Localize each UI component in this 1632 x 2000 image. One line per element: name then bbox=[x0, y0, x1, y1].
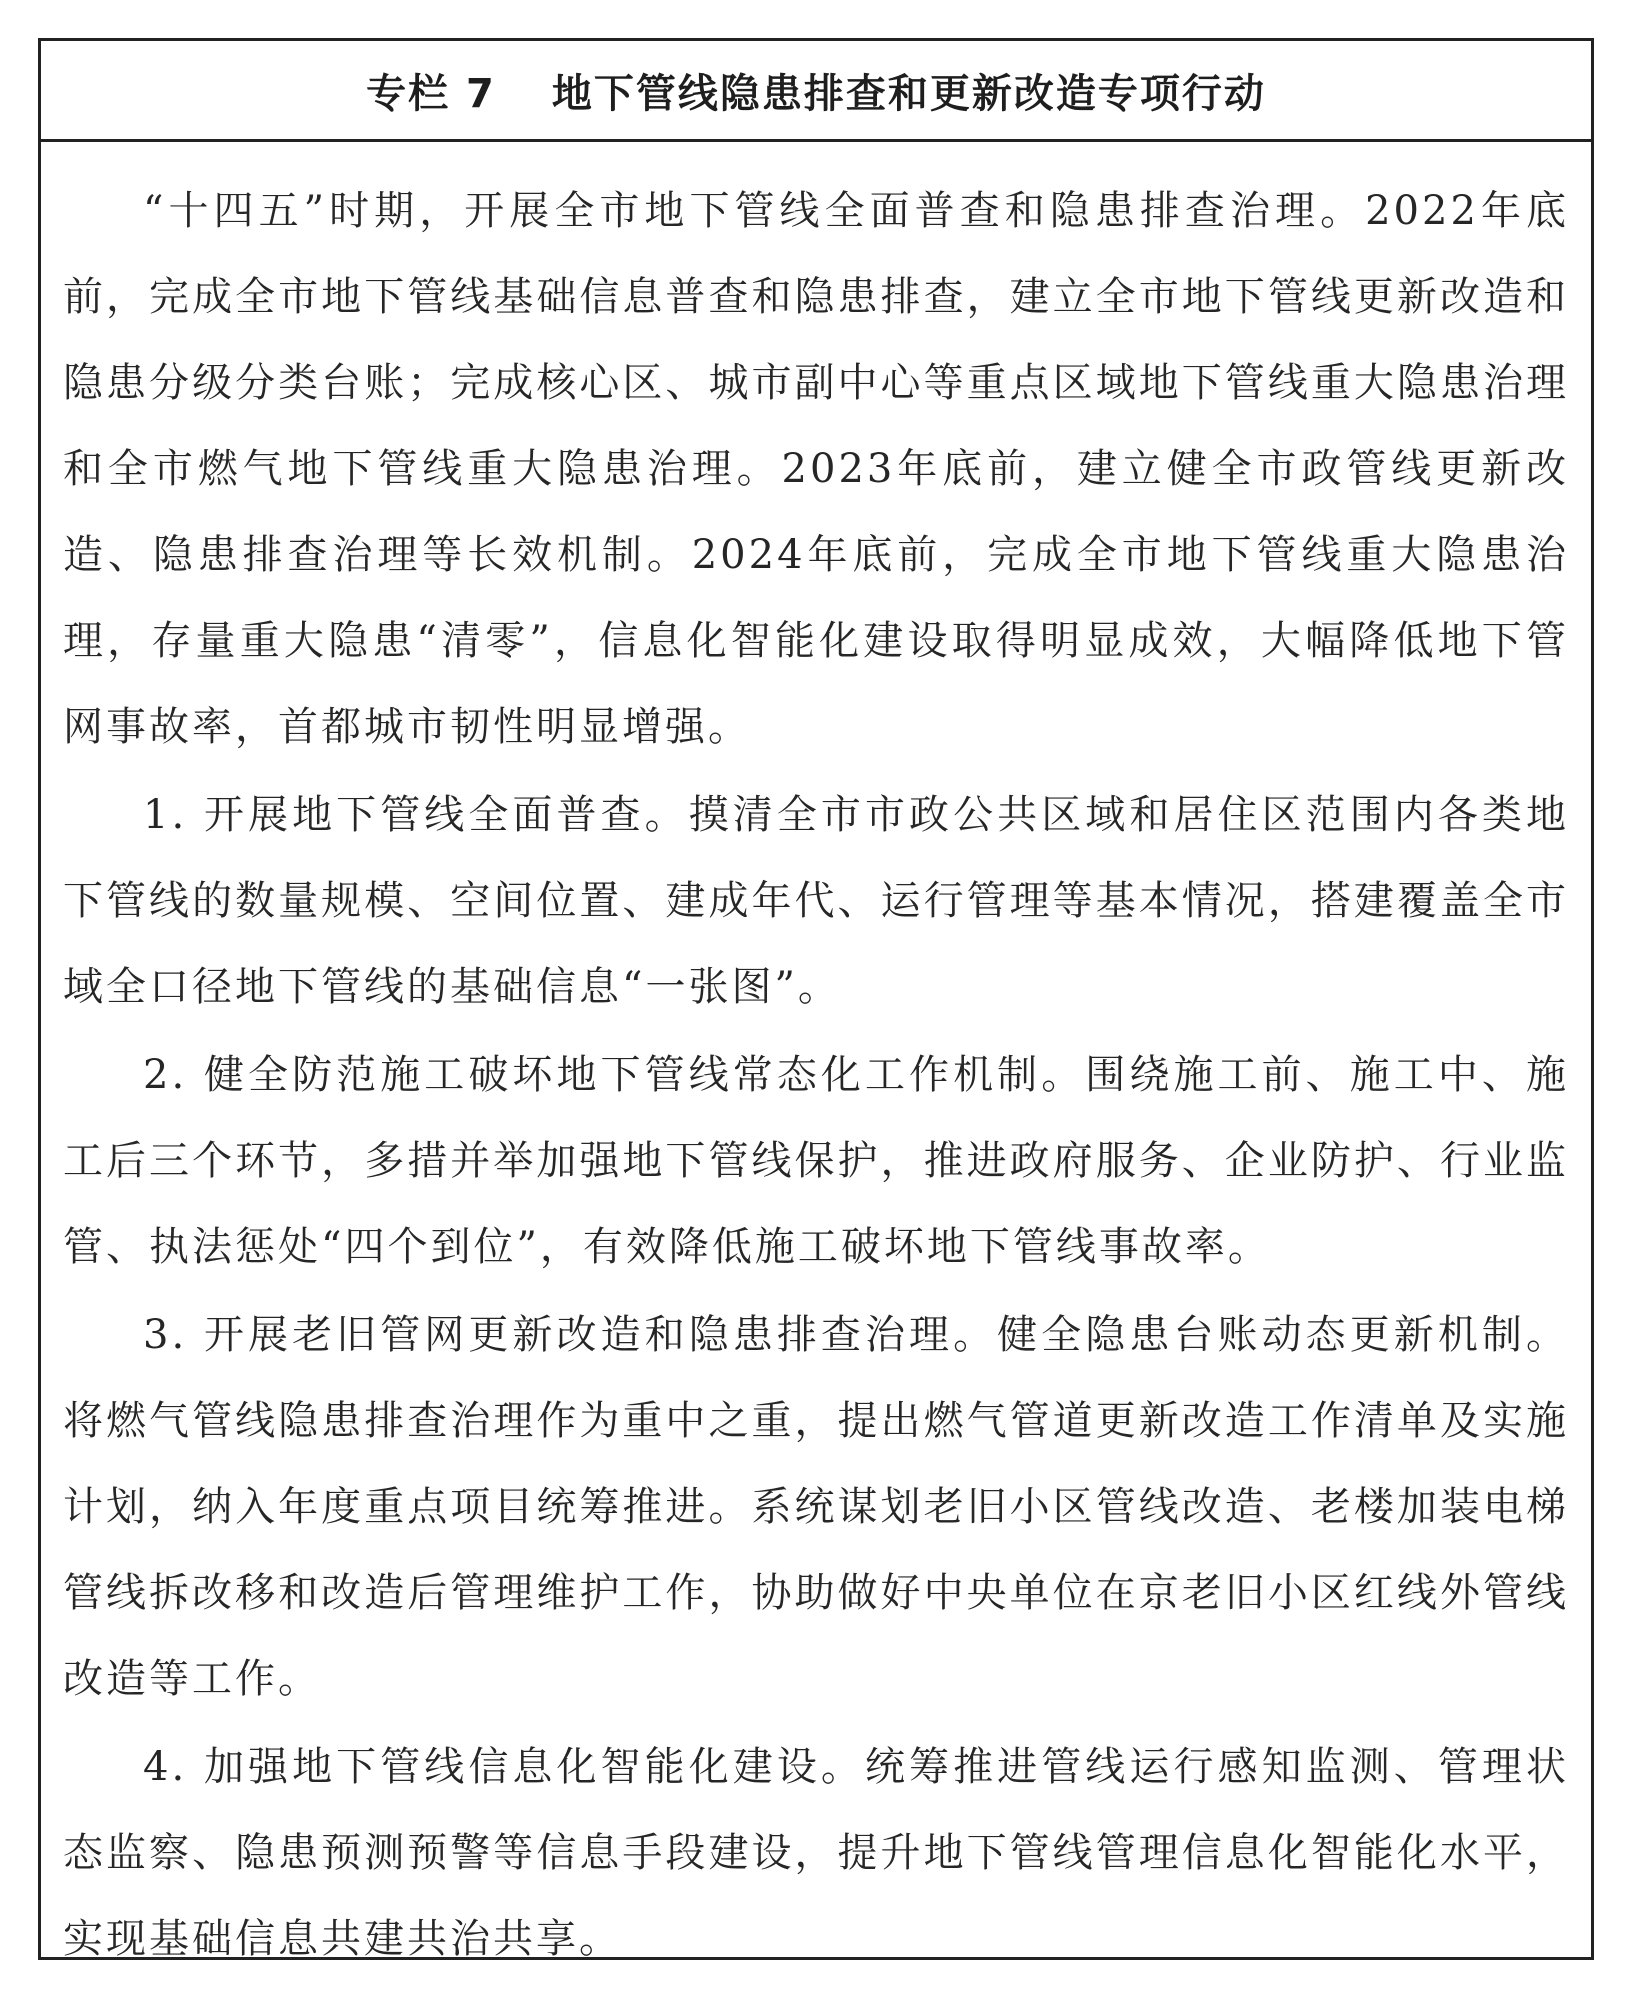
intro-paragraph: “十四五”时期，开展全市地下管线全面普查和隐患排查治理。2022年底前，完成全市地下管线基础信息普查和隐患排查，建立全市地下管线更新改造和隐患分级分类台账；完成核心区、城市副中心等重点区域地下管线重大隐患治理和全市燃气地下管线重大隐患治理。2023年底前，建立健全市政管线更新改造、隐患排查治理等长效机制。2024年底前，完成全市地下管线重大隐患治理，存量重大隐患“清零”，信息化智能化建设取得明显成效，大幅降低地下管网事故率，首都城市韧性明显增强。 bbox=[63, 188, 1569, 750]
column-number: 专栏 7 bbox=[366, 70, 496, 117]
column-body bbox=[41, 142, 1591, 1982]
item-1-paragraph: 1. 开展地下管线全面普查。摸清全市市政公共区域和居住区范围内各类地下管线的数量规模、空间位置、建成年代、运行管理等基本情况，搭建覆盖全市域全口径地下管线的基础信息“一张图”。 bbox=[63, 792, 1569, 1010]
item-4-paragraph: 4. 加强地下管线信息化智能化建设。统筹推进管线运行感知监测、管理状态监察、隐患预测预警等信息手段建设，提升地下管线管理信息化智能化水平，实现基础信息共建共治共享。 bbox=[63, 1744, 1569, 1962]
column-title: 地下管线隐患排查和更新改造专项行动 bbox=[551, 70, 1266, 117]
item-2-paragraph: 2. 健全防范施工破坏地下管线常态化工作机制。围绕施工前、施工中、施工后三个环节，多措并举加强地下管线保护，推进政府服务、企业防护、行业监管、执法惩处“四个到位”，有效降低施工破坏地下管线事故率。 bbox=[63, 1052, 1569, 1270]
item-3-paragraph: 3. 开展老旧管网更新改造和隐患排查治理。健全隐患台账动态更新机制。将燃气管线隐患排查治理作为重中之重，提出燃气管道更新改造工作清单及实施计划，纳入年度重点项目统筹推进。系统谋划老旧小区管线改造、老楼加装电梯管线拆改移和改造后管理维护工作，协助做好中央单位在京老旧小区红线外管线改造等工作。 bbox=[63, 1312, 1569, 1702]
special-column-box bbox=[38, 38, 1594, 1960]
column-header bbox=[41, 41, 1591, 142]
